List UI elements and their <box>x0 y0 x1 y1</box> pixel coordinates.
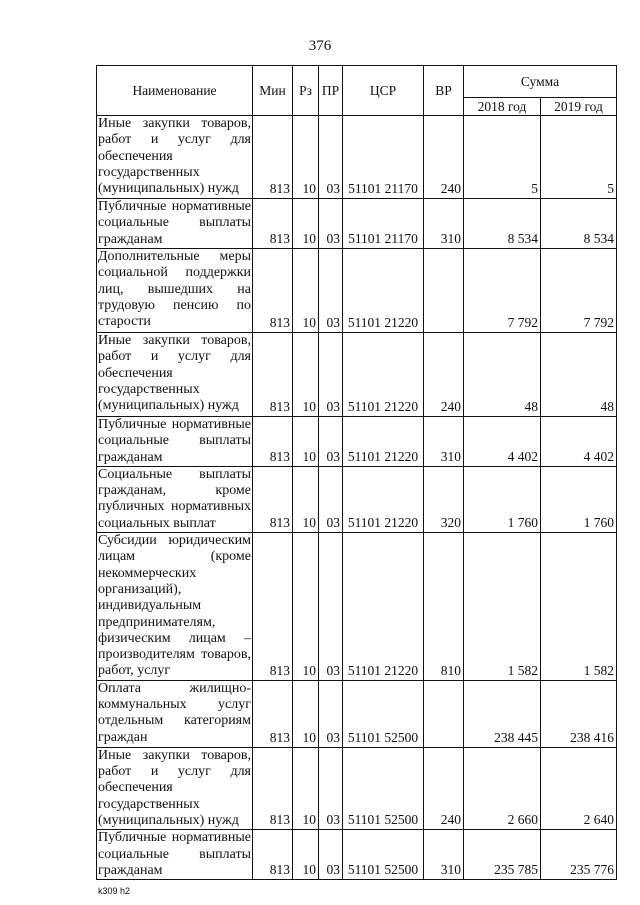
row-name: Публичные нормативные социальные выплаты гражданам <box>98 417 251 465</box>
table-row <box>97 830 617 880</box>
row-pr: 03 <box>319 199 343 249</box>
row-2018: 5 <box>464 116 541 199</box>
table-body <box>97 116 617 880</box>
row-vr: 310 <box>424 830 464 880</box>
row-2018: 2 660 <box>464 747 541 829</box>
header-min: Мин <box>253 66 293 116</box>
row-vr: 240 <box>424 747 464 829</box>
row-vr <box>424 680 464 747</box>
header-name: Наименование <box>97 66 253 116</box>
row-vr: 320 <box>424 466 464 532</box>
row-csr: 51101 21220 <box>343 466 424 532</box>
row-2019: 48 <box>541 333 617 417</box>
row-csr: 51101 21220 <box>343 533 424 681</box>
row-2019: 8 534 <box>541 199 617 249</box>
row-name: Иные закупки товаров, работ и услуг для обеспечения государственных (муниципальных) нужд <box>97 333 253 417</box>
header-year-2018: 2018 год <box>464 98 541 116</box>
page-number: 376 <box>308 38 332 54</box>
table-row <box>97 116 617 199</box>
budget-table <box>96 65 617 880</box>
row-vr: 310 <box>424 417 464 467</box>
row-rz: 10 <box>293 199 319 249</box>
row-rz: 10 <box>293 249 319 333</box>
row-pr: 03 <box>319 680 343 747</box>
row-name: Социальные выплаты гражданам, кроме публичных нормативных социальных выплат <box>98 466 251 531</box>
row-vr: 240 <box>424 116 464 199</box>
row-rz: 10 <box>293 417 319 467</box>
row-min: 813 <box>253 533 293 681</box>
table-row <box>97 466 617 532</box>
row-csr: 51101 52500 <box>343 830 424 880</box>
row-min: 813 <box>253 333 293 417</box>
row-csr: 51101 52500 <box>343 747 424 829</box>
row-csr: 51101 21220 <box>343 333 424 417</box>
row-rz: 10 <box>293 680 319 747</box>
header-pr: ПР <box>319 66 343 116</box>
row-rz: 10 <box>293 116 319 199</box>
row-vr: 810 <box>424 533 464 681</box>
row-vr: 310 <box>424 199 464 249</box>
row-name: Иные закупки товаров, работ и услуг для обеспечения государственных (муниципальных) нужд <box>98 747 251 828</box>
row-csr: 51101 21170 <box>343 199 424 249</box>
footer-mark: k309 h2 <box>98 886 131 896</box>
row-csr: 51101 21170 <box>343 116 424 199</box>
row-rz: 10 <box>293 747 319 829</box>
header-csr: ЦСР <box>343 66 424 116</box>
row-2018: 4 402 <box>464 417 541 467</box>
row-name: Публичные нормативные социальные выплаты гражданам <box>98 199 251 247</box>
row-name: Субсидии юридическим лицам (кроме некоммерческих организаций), индивидуальным предпринимателям, физическим лицам – производителям товаров, работ, услуг <box>98 533 251 679</box>
row-min: 813 <box>253 747 293 829</box>
row-csr: 51101 21220 <box>343 417 424 467</box>
row-min: 813 <box>253 466 293 532</box>
header-rz: Рз <box>293 66 319 116</box>
row-pr: 03 <box>319 249 343 333</box>
table-row <box>97 533 617 681</box>
row-name: Публичные нормативные социальные выплаты гражданам <box>98 830 251 878</box>
row-2019: 1 760 <box>541 466 617 532</box>
row-pr: 03 <box>319 466 343 532</box>
table-row <box>97 249 617 333</box>
row-rz: 10 <box>293 533 319 681</box>
row-vr: 240 <box>424 333 464 417</box>
row-2019: 7 792 <box>541 249 617 333</box>
row-min: 813 <box>253 680 293 747</box>
row-2019: 4 402 <box>541 417 617 467</box>
row-min: 813 <box>253 116 293 199</box>
row-2018: 7 792 <box>464 249 541 333</box>
row-2018: 235 785 <box>464 830 541 880</box>
row-pr: 03 <box>319 747 343 829</box>
row-rz: 10 <box>293 830 319 880</box>
row-2019: 2 640 <box>541 747 617 829</box>
row-rz: 10 <box>293 333 319 417</box>
row-rz: 10 <box>293 466 319 532</box>
row-2018: 238 445 <box>464 680 541 747</box>
row-pr: 03 <box>319 830 343 880</box>
row-2019: 238 416 <box>541 680 617 747</box>
header-vr: ВР <box>424 66 464 116</box>
row-pr: 03 <box>319 417 343 467</box>
row-min: 813 <box>253 249 293 333</box>
row-2019: 5 <box>541 116 617 199</box>
row-name: Дополнительные меры социальной поддержки лиц, вышедших на трудовую пенсию по старости <box>97 249 253 333</box>
row-2018: 48 <box>464 333 541 417</box>
row-2018: 8 534 <box>464 199 541 249</box>
row-2018: 1 582 <box>464 533 541 681</box>
row-csr: 51101 52500 <box>343 680 424 747</box>
table-row <box>97 199 617 249</box>
table-row <box>97 417 617 467</box>
row-pr: 03 <box>319 333 343 417</box>
table-row <box>97 680 617 747</box>
row-min: 813 <box>253 199 293 249</box>
row-name: Оплата жилищно-коммунальных услуг отдельным категориям граждан <box>97 680 253 747</box>
row-csr: 51101 21220 <box>343 249 424 333</box>
row-2019: 1 582 <box>541 533 617 681</box>
row-2019: 235 776 <box>541 830 617 880</box>
row-pr: 03 <box>319 116 343 199</box>
table-row <box>97 747 617 829</box>
table-row <box>97 333 617 417</box>
header-year-2019: 2019 год <box>541 98 617 116</box>
header-sum: Сумма <box>464 66 617 98</box>
row-2018: 1 760 <box>464 466 541 532</box>
row-vr <box>424 249 464 333</box>
row-min: 813 <box>253 830 293 880</box>
row-pr: 03 <box>319 533 343 681</box>
row-name: Иные закупки товаров, работ и услуг для обеспечения государственных (муниципальных) нужд <box>97 116 253 199</box>
row-min: 813 <box>253 417 293 467</box>
